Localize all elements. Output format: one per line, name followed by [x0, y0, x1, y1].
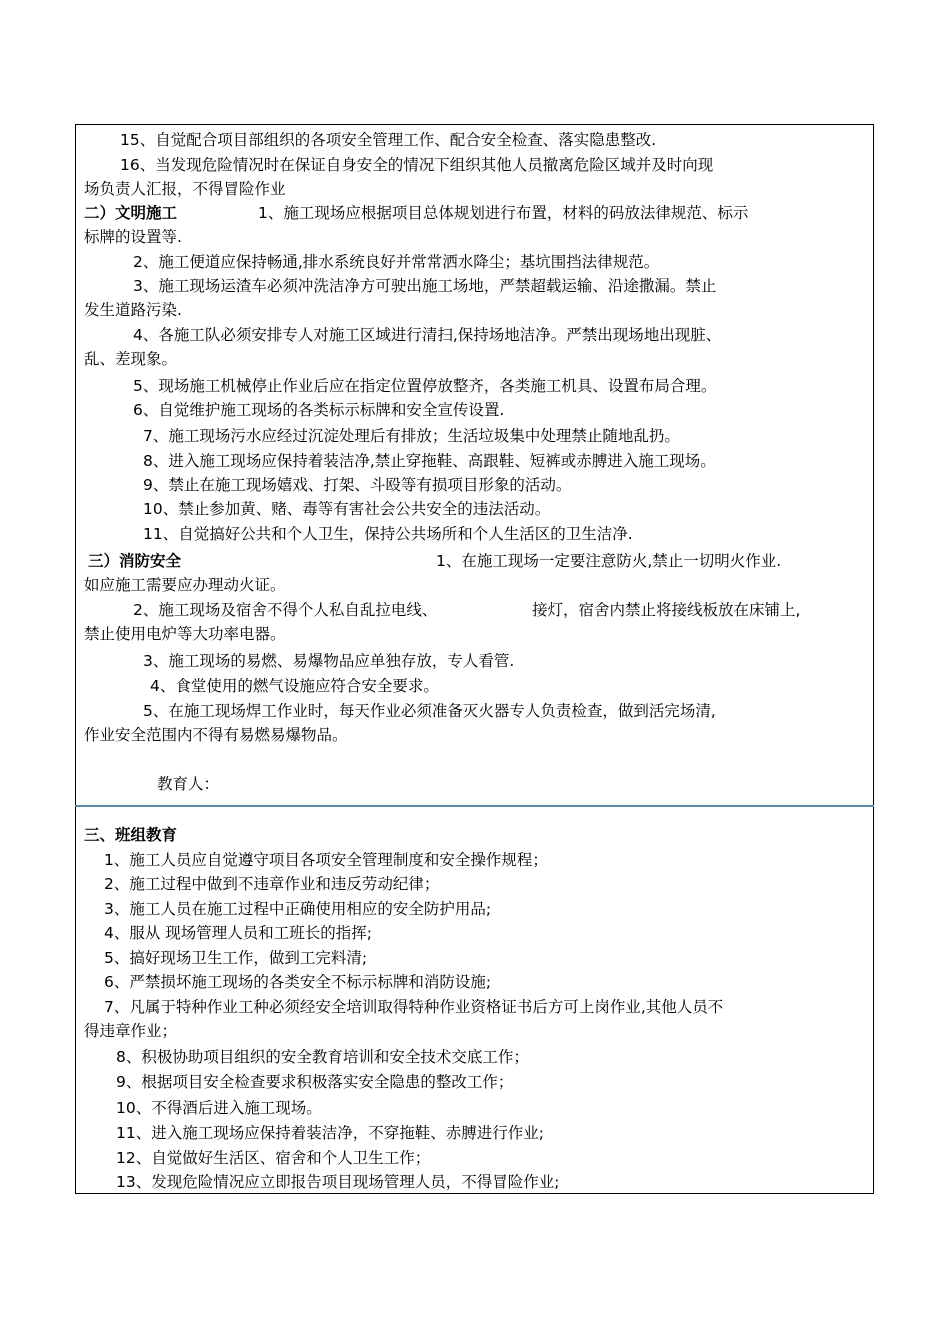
- text-line: 6、自觉维护施工现场的各类标示标牌和安全宣传设置.: [133, 401, 505, 419]
- text-line: 2、施工现场及宿舍不得个人私自乱拉电线、: [133, 601, 438, 619]
- list-item: 8、积极协助项目组织的安全教育培训和安全技术交底工作；: [116, 1048, 529, 1066]
- text-line: 8、进入施工现场应保持着装洁净,禁止穿拖鞋、高跟鞋、短裤或赤膊进入施工现场。: [143, 452, 716, 470]
- heading-civilized-construction: 二）文明施工: [84, 204, 178, 222]
- text-line: 接灯，宿舍内禁止将接线板放在床铺上,: [532, 601, 801, 619]
- text-line: 3、施工现场的易燃、易爆物品应单独存放，专人看管.: [143, 652, 515, 670]
- list-item: 11、进入施工现场应保持着装洁净，不穿拖鞋、赤膊进行作业;: [116, 1124, 544, 1142]
- text-line: 15、自觉配合项目部组织的各项安全管理工作、配合安全检查、落实隐患整改.: [120, 131, 657, 149]
- text-line: 3、施工现场运渣车必须冲洗洁净方可驶出施工场地，严禁超载运输、沿途撒漏。禁止: [133, 277, 717, 295]
- text-line: 乱、差现象。: [84, 350, 178, 368]
- list-item: 2、施工过程中做到不违章作业和违反劳动纪律；: [104, 875, 440, 893]
- text-line: 发生道路污染.: [84, 301, 182, 319]
- text-line: 1、在施工现场一定要注意防火,禁止一切明火作业.: [436, 552, 782, 570]
- text-line: 9、禁止在施工现场嬉戏、打架、斗殴等有损项目形象的活动。: [143, 476, 572, 494]
- text-line: 4、食堂使用的燃气设施应符合安全要求。: [150, 677, 439, 695]
- list-item: 7、凡属于特种作业工种必须经安全培训取得特种作业资格证书后方可上岗作业,其他人员不: [104, 998, 724, 1016]
- list-item: 3、施工人员在施工过程中正确使用相应的安全防护用品;: [104, 900, 492, 918]
- text-line: 5、现场施工机械停止作业后应在指定位置停放整齐，各类施工机具、设置布局合理。: [133, 377, 717, 395]
- text-line: 16、当发现危险情况时在保证自身安全的情况下组织其他人员撤离危险区域并及时向现: [120, 156, 714, 174]
- list-item: 5、搞好现场卫生工作，做到工完料清;: [104, 949, 368, 967]
- list-item: 得违章作业；: [84, 1022, 178, 1040]
- text-line: 禁止使用电炉等大功率电器。: [84, 625, 286, 643]
- heading-fire-safety: 三）消防安全: [88, 552, 182, 570]
- list-item: 10、不得酒后进入施工现场。: [116, 1099, 322, 1117]
- list-item: 12、自觉做好生活区、宿舍和个人卫生工作；: [116, 1149, 431, 1167]
- text-line: 10、禁止参加黄、赌、毒等有害社会公共安全的违法活动。: [143, 500, 551, 518]
- list-item: 1、施工人员应自觉遵守项目各项安全管理制度和安全操作规程；: [104, 851, 548, 869]
- text-line: 4、各施工队必须安排专人对施工区域进行清扫,保持场地洁净。严禁出现场地出现脏、: [133, 326, 722, 344]
- text-line: 如应施工需要应办理动火证。: [84, 576, 286, 594]
- text-line: 作业安全范围内不得有易燃易爆物品。: [84, 726, 348, 744]
- section-title-team-education: 三、班组教育: [84, 826, 178, 844]
- text-line: 7、施工现场污水应经过沉淀处理后有排放；生活垃圾集中处理禁止随地乱扔。: [143, 427, 680, 445]
- text-line: 场负责人汇报，不得冒险作业: [84, 180, 286, 198]
- text-line: 2、施工便道应保持畅通,排水系统良好并常常洒水降尘；基坑围挡法律规范。: [133, 253, 660, 271]
- list-item: 4、服从 现场管理人员和工班长的指挥;: [104, 924, 373, 942]
- text-line: 标牌的设置等.: [84, 228, 182, 246]
- list-item: 6、严禁损坏施工现场的各类安全不标示标牌和消防设施;: [104, 973, 492, 991]
- text-line: 5、在施工现场焊工作业时，每天作业必须准备灭火器专人负责检查，做到活完场清,: [143, 702, 716, 720]
- list-item: 13、发现危险情况应立即报告项目现场管理人员，不得冒险作业;: [116, 1173, 560, 1191]
- text-line: 11、自觉搞好公共和个人卫生，保持公共场所和个人生活区的卫生洁净.: [143, 525, 633, 543]
- list-item: 9、根据项目安全检查要求积极落实安全隐患的整改工作；: [116, 1073, 514, 1091]
- text-line: 1、施工现场应根据项目总体规划进行布置，材料的码放法律规范、标示: [258, 204, 749, 222]
- educator-label: 教育人：: [157, 775, 220, 793]
